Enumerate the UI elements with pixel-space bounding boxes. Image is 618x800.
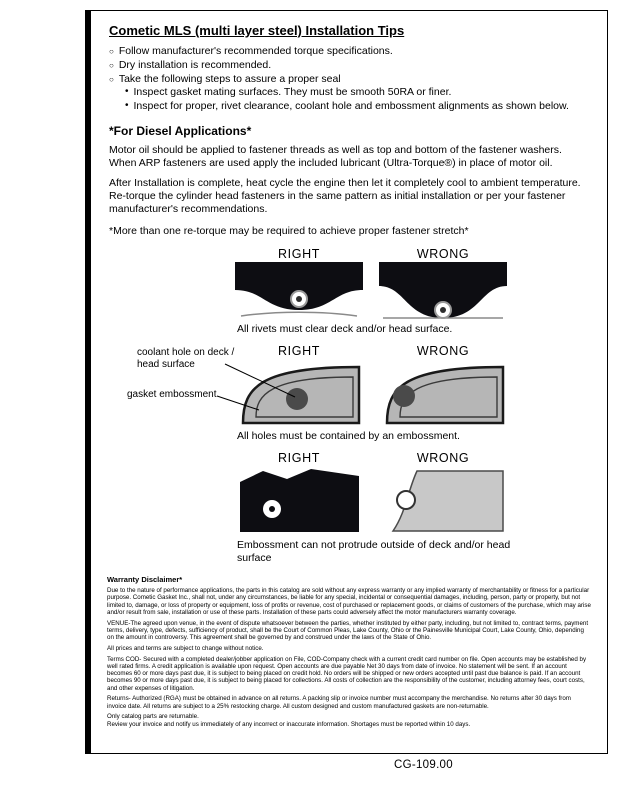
diagram-pair [235,247,507,320]
tip-text: Take the following steps to assure a proper seal [118,72,341,85]
tip-text: Dry installation is recommended. [118,58,272,71]
disclaimer-paragraph: All prices and terms are subject to change without notice. [107,644,264,652]
retorque-note: *More than one re-torque may be required to achieve proper fastener stretch* [109,224,469,237]
wrong-column [379,344,507,427]
embossment-containment-row [107,344,591,443]
protrusion-caption: Embossment can not protrude outside of deck and/or head surface [237,538,511,564]
tip-sub-item [125,86,591,99]
tip-item [109,73,591,86]
disclaimer-paragraph: Returns- Authorized (RGA) must be obtained in advance on all returns. A packing slip or invoice number must accompany the merchandise. No returns after 30 days from invoice date. All returns are subject to a 25% restocking charge. All custom designed and custom manufactured gaskets are non-returnable. [107,695,571,710]
warranty-disclaimer-heading: Warranty Disclaimer* [107,575,183,585]
gasket-embossment-label: gasket embossment [127,388,217,400]
warranty-disclaimer [107,575,591,728]
rivet-clearance-wrong-diagram [379,262,507,320]
tip-item [109,45,591,58]
disclaimer-paragraph: Terms COD- Secured with a completed dealer/jobber application on File, COD-Company check with a current credit card number on file. Open accounts may be established by well rated firms. A credit application is available upon request. Open accounts are due payable Net 30 days from date of invoice. No statement will be sent. If an account becomes 60 or more days past due, it is subject to being placed on credit hold. No orders will be shipped or new orders accepted until past due balance is paid. If an account becomes 90 or more days past due, it is subject to being placed for collections. All costs of collection are the responsibility of the customer, including attorney fees, court costs, and other expenses of litigation. [107,655,587,692]
page-code: CG-109.00 [394,759,453,771]
circle-bullet-icon: ○ [109,60,114,70]
coolant-hole-label: coolant hole on deck / head surface [137,346,235,370]
rivet-clearance-row [107,247,591,336]
protrusion-wrong-diagram [379,466,507,536]
diesel-paragraph-2: After Installation is complete, heat cycle the engine then let it completely cool to ambient temperature. Re-torque the cylinder head fasteners in the same pattern as initial installation or per your fastener manufacturer's recommendations. [109,176,581,216]
embossment-wrong-diagram [379,359,507,427]
tip-item [109,59,591,72]
wrong-column [379,247,507,320]
protrusion-right-diagram [235,466,363,536]
wrong-label: WRONG [416,450,470,465]
right-label: RIGHT [278,343,320,358]
protrusion-row [107,451,591,565]
embossment-right-diagram [235,359,363,427]
diagram-pair [235,344,507,427]
embossment-caption: All holes must be contained by an embossment. [237,429,460,442]
right-column [235,451,363,536]
tip-text: Follow manufacturer's recommended torque specifications. [118,45,393,57]
right-column [235,247,363,320]
right-label: RIGHT [278,246,320,261]
page-title: Cometic MLS (multi layer steel) Installation Tips [109,23,405,38]
disclaimer-paragraph: Due to the nature of performance applications, the parts in this catalog are sold without any express warranty or any implied warranty of merchantability or fitness for a particular purpose. Cometic Gasket Inc., shall not, under any circumstances, be liable for any special, incidental or consequential damages, including, person, party or property, but not limited to, damage, or loss of property or equipment, loss of profits or revenue, cost of purchased or replacement goods, or claims of customers of the purchase, which may arise and/or result from sale, installation or use of these parts. Installation of these parts could adversely affect the motor manufacturers warranty coverage. [107,587,591,616]
wrong-label: WRONG [416,246,470,261]
disclaimer-paragraph: VENUE-The agreed upon venue, in the event of dispute whatsoever between the parties, whether instituted by either party, including, but not limited to, contract terms, payment terms, delivery, type, defects, sufficiency of product, shall be the Court of Common Pleas, Lake County, Ohio or the Painesville Municipal Court, Lake County, Ohio, depending on the amount in controversy. This agreement shall be governed by and construed under the laws of the State of Ohio. [107,619,589,642]
diesel-applications-heading: *For Diesel Applications* [109,123,252,138]
diagram-pair [235,451,507,536]
right-column [235,344,363,427]
rivet-clearance-right-diagram [235,262,363,320]
tip-sub-item [125,100,591,113]
wrong-label: WRONG [416,343,470,358]
disclaimer-paragraph: Review your invoice and notify us immediately of any incorrect or inaccurate information. Shortages must be reported within 10 days. [107,720,471,728]
diesel-paragraph-1: Motor oil should be applied to fastener threads as well as top and bottom of the fastener washers. When ARP fasteners are used apply the included lubricant (Ultra-Torque®) in place of motor oil. [109,143,562,170]
dot-bullet-icon: • [125,100,129,112]
tip-text: Inspect for proper, rivet clearance, coolant hole and embossment alignments as shown below. [133,100,569,113]
disclaimer-paragraph: Only catalog parts are returnable. [107,713,199,721]
document-frame [85,10,608,754]
tip-text: Inspect gasket mating surfaces. They must be smooth 50RA or finer. [133,86,452,99]
circle-bullet-icon: ○ [109,47,114,56]
wrong-column [379,451,507,536]
dot-bullet-icon: • [125,86,129,98]
circle-bullet-icon: ○ [109,74,114,84]
rivet-caption: All rivets must clear deck and/or head surface. [237,322,453,335]
tips-list [107,45,591,113]
right-label: RIGHT [278,450,320,465]
